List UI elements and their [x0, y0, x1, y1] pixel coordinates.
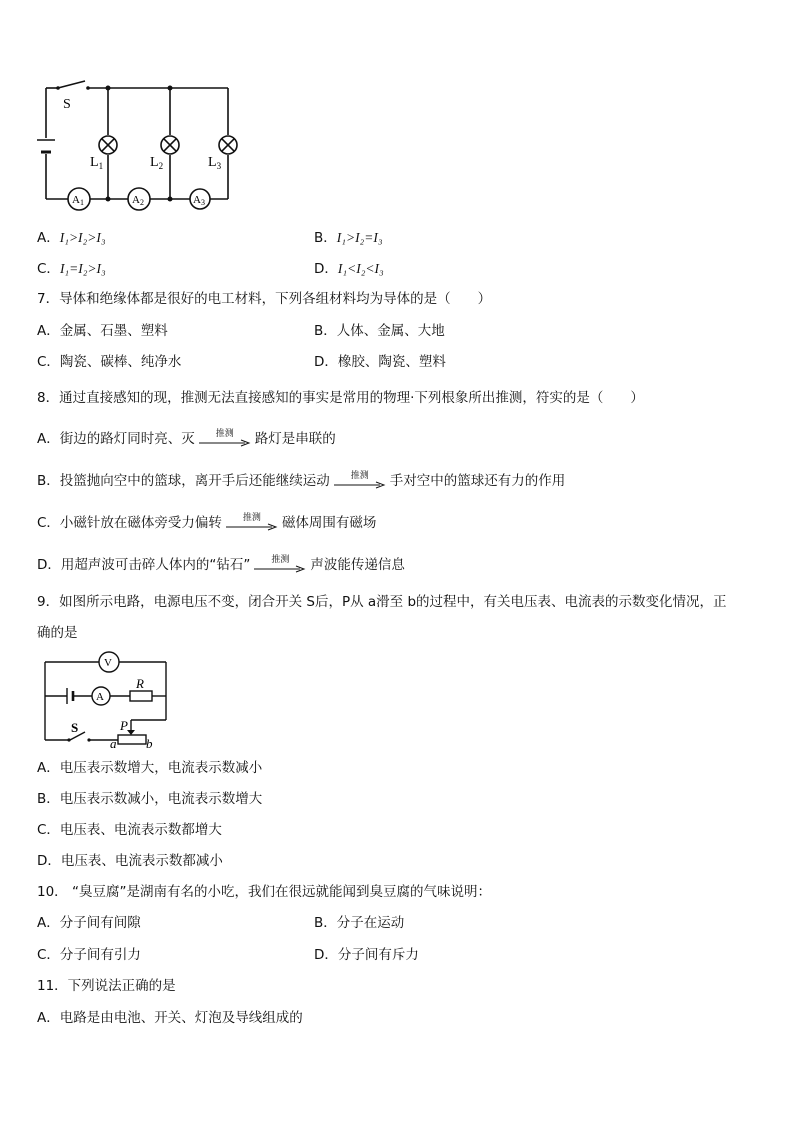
- q7-option-a: A．金属、石墨、塑料: [37, 323, 168, 339]
- q8-option-b: B．投篮抛向空中的篮球，离开手后还能继续运动 推测 手对空中的篮球还有力的作用: [37, 471, 566, 489]
- infer-arrow-icon: 推测: [254, 557, 306, 573]
- lamp-label-2: $L_2$: [150, 155, 164, 171]
- q6-option-d: D．I₁<I₂<I₃: [314, 261, 384, 277]
- q9-circuit-diagram: [40, 648, 175, 752]
- q10-option-a: A．分子间有间隙: [37, 915, 141, 931]
- q7-option-c: C．陶瓷、碳棒、纯净水: [37, 354, 182, 370]
- ammeter-label: A: [96, 691, 104, 703]
- q8-stem: 8．通过直接感知的现，推测无法直接感知的事实是常用的物理·下列根象所出推测，符实的是（ ）: [37, 390, 644, 406]
- q7-stem: 7．导体和绝缘体都是很好的电工材料，下列各组材料均为导体的是（ ）: [37, 291, 492, 307]
- q7-option-d: D．橡胶、陶瓷、塑料: [314, 354, 446, 370]
- q10-option-d: D．分子间有斥力: [314, 947, 419, 963]
- q9-option-d: D．电压表、电流表示数都减小: [37, 853, 223, 869]
- slider-label: P: [120, 718, 128, 733]
- q9-option-a: A．电压表示数增大，电流表示数减小: [37, 760, 263, 776]
- lamp-label-1: $L_1$: [90, 155, 104, 171]
- q9-stem-line2: 确的是: [37, 625, 78, 641]
- q9-option-b: B．电压表示数减小，电流表示数增大: [37, 791, 263, 807]
- q6-option-a: A．I₁>I₂>I₃: [37, 230, 106, 246]
- q8-option-c: C．小磁针放在磁体旁受力偏转 推测 磁体周围有磁场: [37, 513, 377, 531]
- resistor-label: R: [136, 676, 144, 691]
- q7-option-b: B．人体、金属、大地: [314, 323, 445, 339]
- ammeter-label-1: A1: [72, 194, 84, 207]
- q6-option-c: C．I₁=I₂>I₃: [37, 261, 106, 277]
- ammeter-label-2: A2: [132, 194, 144, 207]
- q9-option-c: C．电压表、电流表示数都增大: [37, 822, 222, 838]
- end-b-label: b: [146, 736, 153, 751]
- q11-stem: 11．下列说法正确的是: [37, 978, 176, 994]
- q6-option-b: B．I₁>I₂=I₃: [314, 230, 383, 246]
- switch-label: S: [71, 720, 79, 735]
- infer-arrow-icon: 推测: [334, 473, 386, 489]
- lamp-label-3: $L_3$: [208, 155, 222, 171]
- end-a-label: a: [110, 736, 117, 751]
- infer-arrow-icon: 推测: [199, 431, 251, 447]
- switch-label: S: [63, 97, 71, 112]
- q10-option-c: C．分子间有引力: [37, 947, 141, 963]
- q8-option-a: A．街边的路灯同时亮、灭 推测 路灯是串联的: [37, 429, 336, 447]
- q10-option-b: B．分子在运动: [314, 915, 405, 931]
- ammeter-label-3: A3: [193, 194, 205, 207]
- q8-option-d: D．用超声波可击碎人体内的“钻石” 推测 声波能传递信息: [37, 555, 405, 573]
- q11-option-a: A．电路是由电池、开关、灯泡及导线组成的: [37, 1010, 303, 1026]
- q10-stem: 10． “臭豆腐”是湖南有名的小吃，我们在很远就能闻到臭豆腐的气味说明：: [37, 884, 491, 900]
- infer-arrow-icon: 推测: [226, 515, 278, 531]
- q6-circuit-diagram: [30, 78, 270, 213]
- voltmeter-label: V: [104, 657, 112, 669]
- q9-stem-line1: 9．如图所示电路，电源电压不变，闭合开关 S后，P从 a滑至 b的过程中，有关电压表、电流表的示数变化情况，正: [37, 594, 727, 610]
